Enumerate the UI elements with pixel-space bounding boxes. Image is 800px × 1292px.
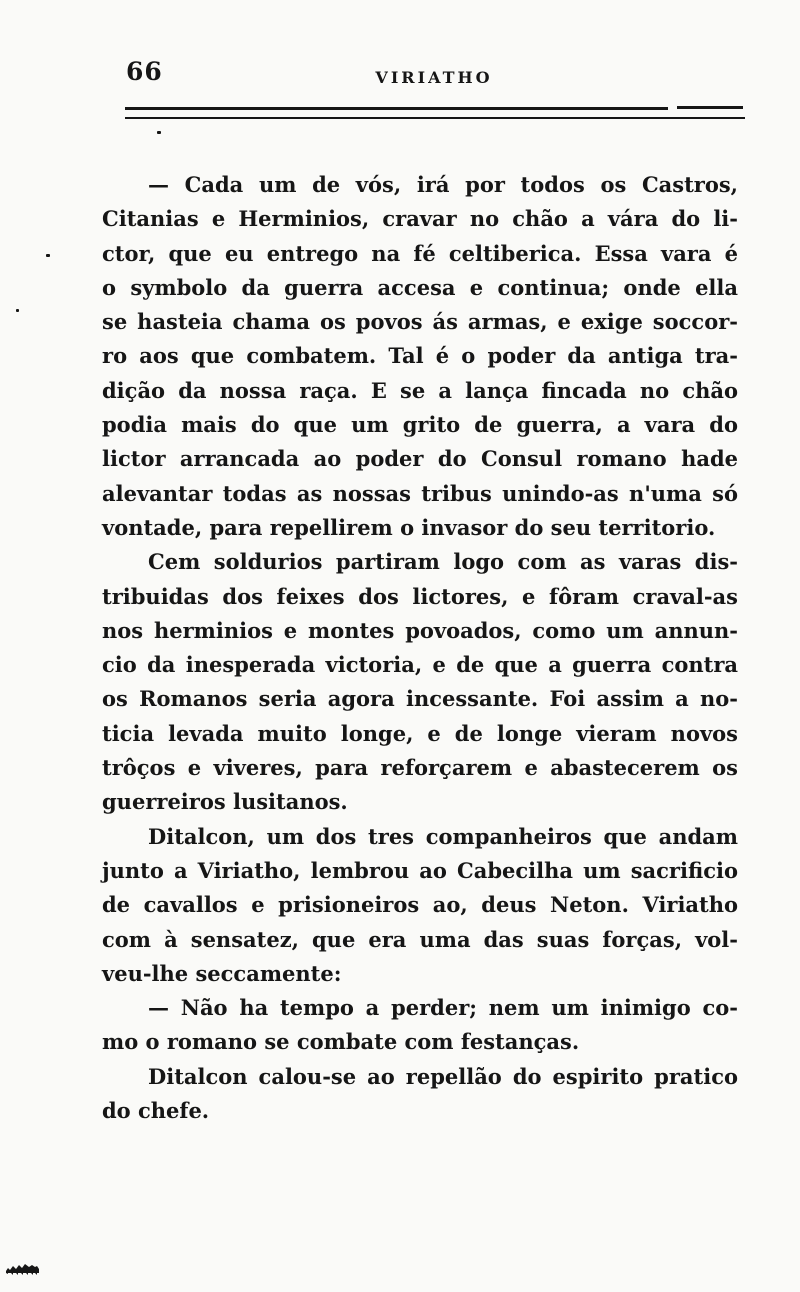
text-line: guerreiros lusitanos. [102, 789, 348, 815]
scan-speck [157, 131, 161, 134]
text-line: Citanias e Herminios, cravar no chão a vára do li- [102, 206, 738, 232]
text-line: nos herminios e montes povoados, como um annun- [102, 617, 738, 643]
text-line: ctor, que eu entrego na fé celtiberica. Essa vara é [102, 240, 738, 266]
text-line: tribuidas dos feixes dos lictores, e fôram craval-as [102, 583, 738, 609]
paragraph [102, 991, 738, 1060]
paragraph [102, 1060, 738, 1129]
text-line: do chefe. [102, 1098, 210, 1124]
text-line: com à sensatez, que era uma das suas forças, vol- [102, 926, 738, 952]
text-line: se hasteia chama os povos ás armas, e exige soccor- [102, 309, 738, 335]
text-line: o symbolo da guerra accesa e continua; onde ella [102, 274, 738, 300]
text-line: ro aos que combatem. Tal é o poder da antiga tra- [102, 343, 738, 369]
ink-smudge [6, 1261, 40, 1277]
header-rule-top-right-segment [677, 106, 743, 109]
text-line: junto a Viriatho, lembrou ao Cabecilha um sacrificio [102, 857, 738, 883]
header-rule-top-left-segment [125, 107, 668, 110]
text-line: cio da inesperada victoria, e de que a guerra contra [102, 652, 738, 678]
text-line: Ditalcon, um dos tres companheiros que andam [148, 823, 738, 849]
text-line: os Romanos seria agora incessante. Foi assim a no- [102, 686, 738, 712]
text-line: alevantar todas as nossas tribus unindo-as n'uma só [102, 480, 738, 506]
text-line: — Não ha tempo a perder; nem um inimigo co- [148, 995, 738, 1021]
scan-speck [46, 254, 50, 257]
page-number: 66 [126, 57, 163, 86]
text-block [102, 168, 738, 1128]
text-line: trôços e viveres, para reforçarem e abastecerem os [102, 755, 738, 781]
paragraph [102, 168, 738, 545]
text-line: dição da nossa raça. E se a lança fincada no chão [102, 377, 738, 403]
text-line: podia mais do que um grito de guerra, a vara do [102, 412, 738, 438]
text-line: mo o romano se combate com festanças. [102, 1029, 580, 1055]
running-title: VIRIATHO [375, 68, 493, 87]
text-line: veu-lhe seccamente: [102, 960, 342, 986]
text-line: Ditalcon calou-se ao repellão do espirito pratico [148, 1063, 738, 1089]
paragraph [102, 545, 738, 819]
text-line: Cem soldurios partiram logo com as varas dis- [148, 549, 738, 575]
text-line: de cavallos e prisioneiros ao, deus Neton. Viriatho [102, 892, 738, 918]
text-line: vontade, para repellirem o invasor do seu territorio. [102, 514, 716, 540]
text-line: — Cada um de vós, irá por todos os Castros, [148, 172, 738, 197]
scan-speck [16, 309, 19, 312]
header-rule-bottom [125, 117, 745, 119]
text-line: ticia levada muito longe, e de longe vieram novos [102, 720, 738, 746]
text-line: lictor arrancada ao poder do Consul romano hade [102, 446, 738, 472]
paragraph [102, 820, 738, 991]
